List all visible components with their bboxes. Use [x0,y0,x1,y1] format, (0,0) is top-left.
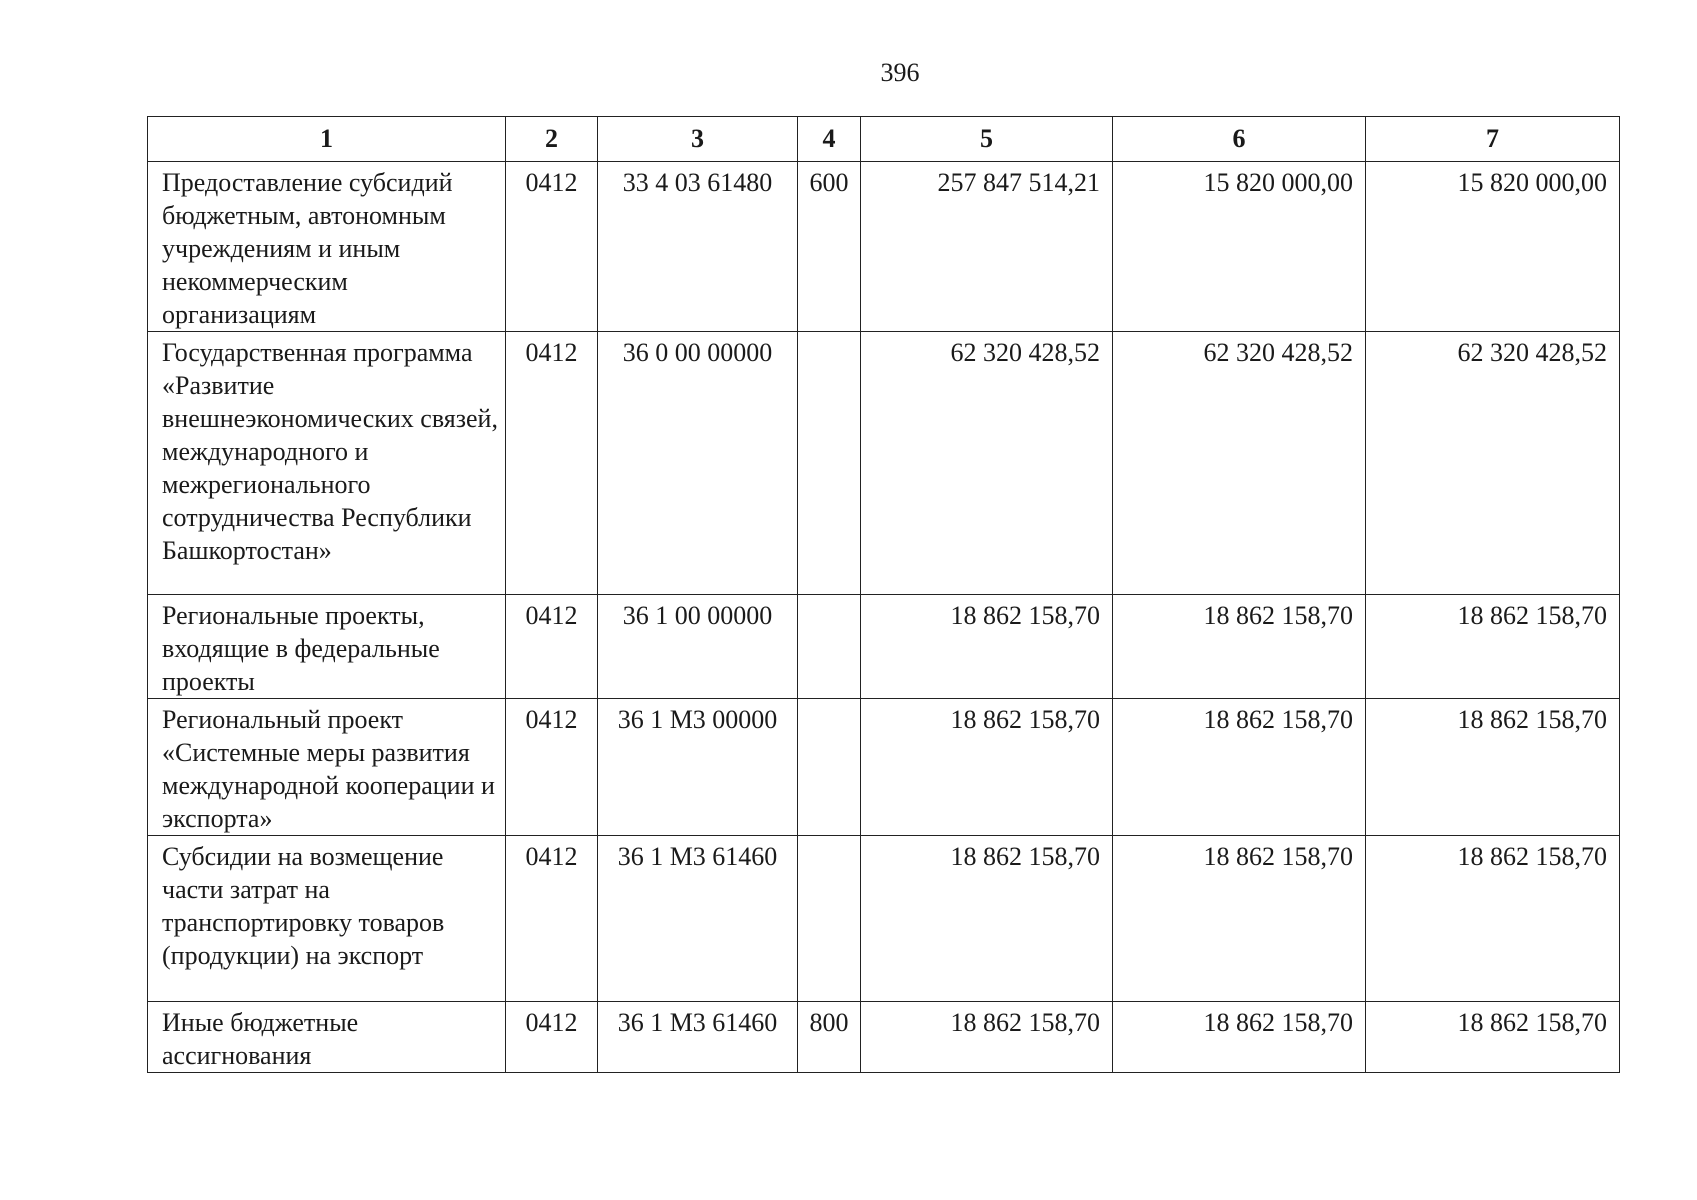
table-row [148,1002,1620,1073]
header-col-2: 2 [506,117,598,162]
header-col-6: 6 [1113,117,1366,162]
row-value-6: 62 320 428,52 [1113,332,1366,595]
row-expense-type: 800 [798,1002,861,1073]
row-expense-type [798,332,861,595]
row-value-5: 257 847 514,21 [861,162,1113,332]
row-section: 0412 [506,699,598,836]
row-value-6: 18 862 158,70 [1113,836,1366,1002]
header-col-4: 4 [798,117,861,162]
row-expense-type [798,836,861,1002]
table-row [148,332,1620,595]
page-number: 396 [880,58,920,87]
table-row [148,595,1620,699]
row-value-6: 18 862 158,70 [1113,595,1366,699]
row-target: 36 1 00 00000 [598,595,798,699]
row-expense-type [798,699,861,836]
row-name: Субсидии на возмещение части затрат на транспортировку товаров (продукции) на экспорт [148,836,506,1002]
row-target: 36 0 00 00000 [598,332,798,595]
row-target: 33 4 03 61480 [598,162,798,332]
table-row [148,162,1620,332]
row-section: 0412 [506,595,598,699]
row-value-7: 62 320 428,52 [1366,332,1620,595]
row-section: 0412 [506,1002,598,1073]
row-value-6: 15 820 000,00 [1113,162,1366,332]
table-row [148,836,1620,1002]
header-col-1: 1 [148,117,506,162]
header-col-5: 5 [861,117,1113,162]
row-value-7: 18 862 158,70 [1366,699,1620,836]
row-name: Региональные проекты, входящие в федеральные проекты [148,595,506,699]
row-value-5: 18 862 158,70 [861,595,1113,699]
row-value-6: 18 862 158,70 [1113,1002,1366,1073]
row-value-5: 18 862 158,70 [861,1002,1113,1073]
row-value-7: 18 862 158,70 [1366,836,1620,1002]
row-expense-type [798,595,861,699]
row-value-5: 18 862 158,70 [861,699,1113,836]
row-target: 36 1 М3 00000 [598,699,798,836]
row-value-5: 62 320 428,52 [861,332,1113,595]
header-col-7: 7 [1366,117,1620,162]
table-row [148,699,1620,836]
row-value-6: 18 862 158,70 [1113,699,1366,836]
row-name: Иные бюджетные ассигнования [148,1002,506,1073]
header-row [148,117,1620,162]
row-target: 36 1 М3 61460 [598,836,798,1002]
header-col-3: 3 [598,117,798,162]
row-name: Предоставление субсидий бюджетным, автономным учреждениям и иным некоммерческим организациям [148,162,506,332]
row-value-7: 18 862 158,70 [1366,595,1620,699]
row-value-7: 15 820 000,00 [1366,162,1620,332]
row-name: Региональный проект «Системные меры развития международной кооперации и экспорта» [148,699,506,836]
row-value-5: 18 862 158,70 [861,836,1113,1002]
row-name: Государственная программа «Развитие внешнеэкономических связей, международного и межрегионального сотрудничества Республики Башкортостан» [148,332,506,595]
row-expense-type: 600 [798,162,861,332]
row-section: 0412 [506,836,598,1002]
row-section: 0412 [506,162,598,332]
row-target: 36 1 М3 61460 [598,1002,798,1073]
row-value-7: 18 862 158,70 [1366,1002,1620,1073]
row-section: 0412 [506,332,598,595]
budget-table [147,116,1620,1073]
